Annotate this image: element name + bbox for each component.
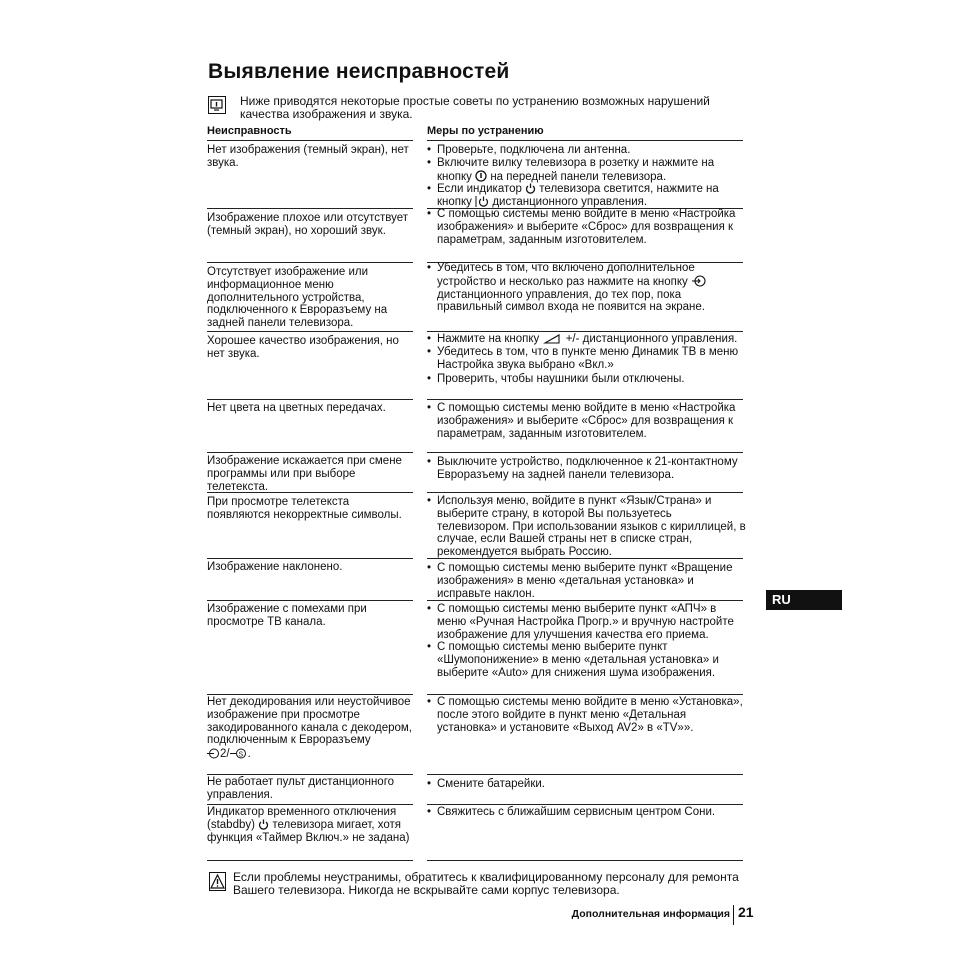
language-tab: RU xyxy=(766,590,842,610)
table-row-remedy: • Проверьте, подключена ли антенна. • Включите вилку телевизора в розетку и нажмите на кнопку на передней панели телевизора. • Если индикатор телевизора светится, нажмите на кнопку дистанционного управления. xyxy=(427,144,747,209)
remedy-text: С помощью системы меню войдите в меню «Настройка изображения» и выберите «Сброс» для возвращения к параметрам, заданным изготовителем. xyxy=(437,208,736,246)
table-row-remedy: • Свяжитесь с ближайшим сервисным центром Сони. xyxy=(427,806,747,819)
standby-icon xyxy=(525,183,536,194)
remedy-text: Проверить, чтобы наушники были отключены. xyxy=(437,373,685,386)
table-row-problem xyxy=(207,806,413,844)
table-rule xyxy=(427,452,743,453)
info-tv-icon xyxy=(208,96,226,114)
table-row-remedy: • С помощью системы меню войдите в меню «Настройка изображения» и выберите «Сброс» для возвращения к параметрам, заданным изготовителем. xyxy=(427,208,747,246)
table-rule xyxy=(207,331,413,332)
problem-text: телевизора мигает, хотя функция «Таймер Включ.» не задана) xyxy=(207,818,410,844)
table-rule xyxy=(427,694,743,695)
table-row-problem: Нет изображения (темный экран), нет звука. xyxy=(207,144,409,169)
page-title: Выявление неисправностей xyxy=(208,60,510,83)
table-rule xyxy=(207,694,413,695)
table-row-problem: Изображение искажается при смене программы или при выборе телетекста. xyxy=(207,455,402,493)
remedy-text: Нажмите на кнопку xyxy=(437,333,540,345)
remedy-text: дистанционного управления. xyxy=(492,196,648,209)
table-rule xyxy=(207,774,413,775)
table-row-remedy: • С помощью системы меню выберите пункт «АПЧ» в меню «Ручная Настройка Прогр.» и вручную настройте изображение для улучшения качества его приема. • С помощью системы меню выберите пункт «Шумопонижение» в меню «детальная установка» и выберите «Auto» для снижения шума изображения. xyxy=(427,603,747,680)
table-row-problem: Нет цвета на цветных передачах. xyxy=(207,402,386,414)
table-rule xyxy=(427,331,743,332)
remedy-text: С помощью системы меню выберите пункт «Шумопонижение» в меню «детальная установка» и выберите «Auto» для снижения шума изображения. xyxy=(437,641,719,679)
remedy-text: на передней панели телевизора. xyxy=(490,170,667,183)
remedy-text: Убедитесь в том, что в пункте меню Динамик ТВ в меню Настройка звука выбрано «Вкл.» xyxy=(437,345,739,371)
table-rule xyxy=(427,860,743,861)
power-icon xyxy=(475,170,487,182)
table-row-problem: Не работает пульт дистанционного управления. xyxy=(207,776,395,801)
remedy-text: Если индикатор xyxy=(437,183,522,196)
page-number: 21 xyxy=(738,904,754,920)
table-rule xyxy=(427,804,743,805)
remedy-text: телевизора светится, нажмите на кнопку xyxy=(437,183,719,209)
warning-text: Если проблемы неустранимы, обратитесь к квалифицированному персоналу для ремонта Вашего телевизора. Никогда не вскрывайте сами корпус телевизора. xyxy=(233,870,739,897)
table-row-problem: Изображение с помехами при просмотре ТВ канала. xyxy=(207,603,367,628)
table-row-remedy: • С помощью системы меню войдите в меню «Настройка изображения» и выберите «Сброс» для возвращения к параметрам, заданным изготовителем. xyxy=(427,402,747,440)
table-row-remedy: • Выключите устройство, подключенное к 21-контактному Евроразъему на задней панели телевизора. xyxy=(427,456,747,482)
svg-text:S: S xyxy=(238,751,243,759)
table-rule xyxy=(207,600,413,601)
table-row-remedy: • С помощью системы меню войдите в меню «Установка», после этого войдите в пункт меню «Детальная установка» и установите «Выход AV2» в «TV»». xyxy=(427,696,747,734)
table-row-remedy: • Смените батарейки. xyxy=(427,778,747,791)
table-rule xyxy=(207,558,413,559)
remedy-text: Свяжитесь с ближайшим сервисным центром Сони. xyxy=(437,806,716,818)
remedy-text: С помощью системы меню войдите в меню «Настройка изображения» и выберите «Сброс» для возвращения к параметрам, заданным изготовителем. xyxy=(437,402,736,440)
table-row-problem: Изображение наклонено. xyxy=(207,561,343,573)
table-row-remedy: • С помощью системы меню выберите пункт «Вращение изображения» в меню «детальная установка» и исправьте наклон. xyxy=(427,562,747,600)
volume-icon xyxy=(543,334,563,344)
remedy-text: С помощью системы меню выберите пункт «Вращение изображения» в меню «детальная установка» и исправьте наклон. xyxy=(437,562,733,600)
footer-section-label: Дополнительная информация xyxy=(571,908,730,920)
column-header-remedy: Меры по устранению xyxy=(427,125,544,137)
footer-divider xyxy=(733,905,734,925)
table-row-remedy: • Нажмите на кнопку +/- дистанционного управления. • Убедитесь в том, что в пункте меню Динамик ТВ в меню Настройка звука выбрано «Вкл.» • Проверить, чтобы наушники были отключены. xyxy=(427,333,747,386)
table-rule xyxy=(427,399,743,400)
intro-text: Ниже приводятся некоторые простые советы по устранению возможных нарушений качества изображения и звука. xyxy=(240,94,710,121)
table-row-remedy: • Используя меню, войдите в пункт «Язык/Страна» и выберите страну, в которой Вы пользуетесь телевизором. При использовании языков с кириллицей, в случае, если Вашей страны нет в списке стран, рекомендуется выбрать Россию. xyxy=(427,495,746,559)
remedy-text: Используя меню, войдите в пункт «Язык/Страна» и выберите страну, в которой Вы пользуетесь телевизором. При использовании языков с кириллицей, в случае, если Вашей страны нет в списке стран, рекомендуется выбрать Россию. xyxy=(437,495,746,559)
table-rule xyxy=(207,140,413,141)
remedy-text: Проверьте, подключена ли антенна. xyxy=(437,144,631,156)
problem-text: Индикатор временного отключения (stabdby) xyxy=(207,806,397,831)
remedy-text: С помощью системы меню войдите в меню «Установка», после этого войдите в пункт меню «Детальная установка» и установите «Выход AV2» в «TV»». xyxy=(437,696,743,734)
remedy-text: дистанционного управления, до тех пор, пока правильный символ входа не появится на экране. xyxy=(437,288,705,314)
table-rule xyxy=(427,492,743,493)
remedy-text: Выключите устройство, подключенное к 21-контактному Евроразъему на задней панели телевизора. xyxy=(437,456,738,481)
table-row-problem: При просмотре телетекста появляются некорректные символы. xyxy=(207,496,402,521)
problem-text: 2/ xyxy=(220,748,230,761)
remedy-text: Убедитесь в том, что включено дополнительное устройство и несколько раз нажмите на кнопку xyxy=(437,262,695,288)
remedy-text: +/- дистанционного управления. xyxy=(565,333,738,345)
table-row-problem: Отсутствует изображение или информационное меню дополнительного устройства, подключенного к Евроразъему на задней панели телевизора. xyxy=(207,266,388,330)
warning-triangle-icon xyxy=(209,872,226,891)
table-rule xyxy=(207,208,413,209)
problem-text: Нет декодирования или неустойчивое изображение при просмотре закодированного канала с декодером, подключенным к Евроразъему xyxy=(207,696,412,747)
column-header-problem: Неисправность xyxy=(207,125,292,137)
scart-icon xyxy=(230,748,248,759)
remedy-text: С помощью системы меню выберите пункт «АПЧ» в меню «Ручная Настройка Прогр.» и вручную настройте изображение для улучшения качества его приема. xyxy=(437,603,734,641)
table-rule xyxy=(427,140,743,141)
table-rule xyxy=(207,804,413,805)
remedy-text: Включите вилку телевизора в розетку и нажмите на кнопку xyxy=(437,156,715,183)
table-rule xyxy=(207,399,413,400)
table-rule xyxy=(207,860,413,861)
table-rule xyxy=(207,262,413,263)
input-select-icon xyxy=(691,275,707,287)
table-rule xyxy=(207,452,413,453)
table-row-problem: Нет декодирования или неустойчивое изображение при просмотре закодированного канала с декодером, подключенным к Евроразъему 2/ S . xyxy=(207,696,412,761)
table-rule xyxy=(427,774,743,775)
table-row-problem: Изображение плохое или отсутствует (темный экран), но хороший звук. xyxy=(207,212,409,237)
standby-icon xyxy=(258,819,269,830)
remedy-text: Смените батарейки. xyxy=(437,778,545,790)
table-row-problem: Хорошее качество изображения, но нет звука. xyxy=(207,335,399,360)
table-row-remedy: • Убедитесь в том, что включено дополнительное устройство и несколько раз нажмите на кнопку дистанционного управления, до тех пор, пока правильный символ входа не появится на экране. xyxy=(427,262,747,314)
standby-icon xyxy=(475,196,489,207)
scart-icon xyxy=(207,748,220,759)
